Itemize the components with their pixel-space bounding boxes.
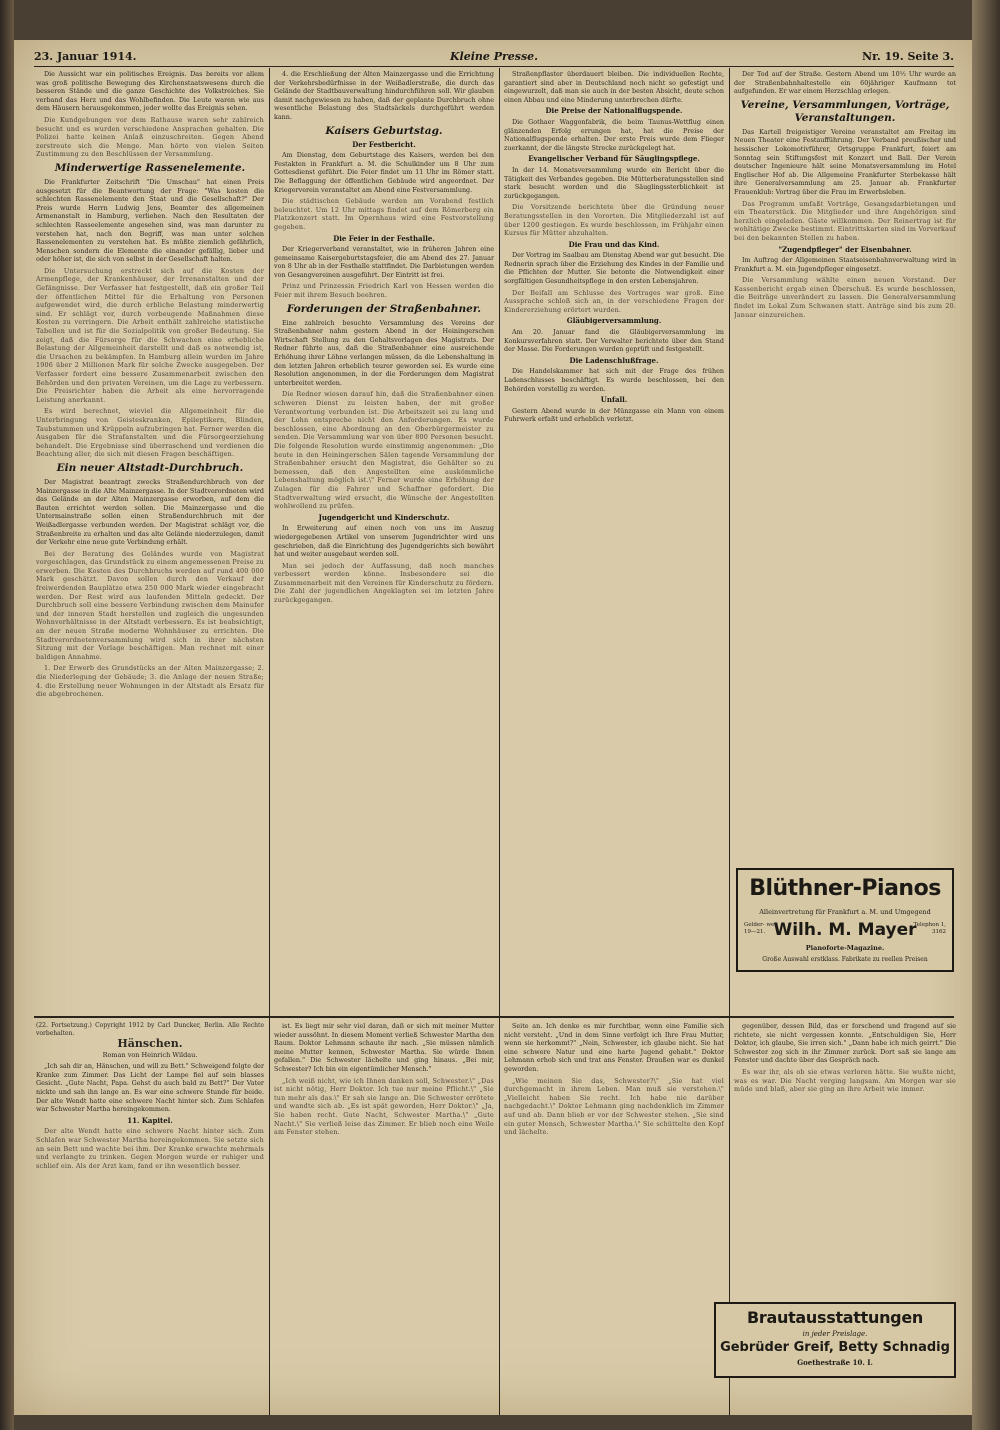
ad-tagline: Pianoforte-Magazine.: [805, 944, 885, 952]
article-subheading: Die Preise der Nationalflugspende.: [545, 106, 683, 116]
book-spine: [0, 0, 14, 1430]
feuilleton-column-2: ist. Es liegt mir sehr viel daran, daß er sich mit meiner Mutter wieder aussöhnt. In diesem Moment verließ Schwester Martha den Raum. Doktor Lehmann schaute ihr nach. „Sie müssen nämlich meine Mutter kennen, Schwester Martha. Sie würde Ihnen gefallen." Die Schwester lächelte und ging hinaus. „Bei mir, Schwester? Ich bin ein eigentümlicher Mensch." „Ich weiß nicht, wie ich Ihnen danken soll, Schwester.\" „Das ist nicht nötig, Herr Doktor. Ich tue nur meine Pflicht.\" „Sie tun mehr als das.\" Er sah sie lange an. Die Schwester errötete und wandte sich ab. „Es ist spät geworden, Herr Doktor.\" „Ja, Sie haben recht. Gute Nacht, Schwester Martha.\" „Gute Nacht.\" Sie verließ leise das Zimmer. Er blieb noch eine Weile am Fenster stehen.: [274, 1022, 494, 1137]
column-rule: [499, 1020, 500, 1415]
novel-text: gegenüber, dessen Bild, das er forschend und fragend auf sie richtete, sie nicht vergessen konnte. „Entschuldigen Sie, Herr Doktor, ich glaube, Sie irren sich." „Dann habe ich mich geirrt." Die Schwester zog sich in ihr Zimmer zurück. Dort saß sie lange am Fenster und dachte über das Gespräch nach.: [734, 1022, 956, 1065]
page-number: Nr. 19. Seite 3.: [862, 50, 954, 63]
novel-text: „Ich sah dir an, Hänschen, und will zu Bett." Schweigend folgte der Kranke zum Zimmer. Das Licht der Lampe fiel auf sein blasses Gesicht. „Gute Nacht, Papa. Gehst du auch bald zu Bett?" Der Vater nickte und sah ihn lange an. Es war eine schwere Stunde für beide. Der alte Wendt hatte eine schwere Nacht hinter sich. Zum Schlafen war Schwester Martha hereingekommen.: [36, 1062, 264, 1114]
article-intro: Straßenpflaster überdauert bleiben. Die individuellen Rechte, garantiert sind aber in Deutschland noch nicht so gefestigt und eingewurzelt, daß man sie auch in der besten Absicht, deute schon einen Abbau und eine Minderung unterbrechen dürfte.: [504, 70, 724, 104]
feuilleton-rule: [34, 1016, 954, 1018]
article-subheading: Die Feier in der Festhalle.: [333, 233, 435, 243]
section-heading: Vereine, Versammlungen, Vorträge, Veranstaltungen.: [740, 98, 950, 124]
article-body: Eine zahlreich besuchte Versammlung des Vereins der Straßenbahner nahm gestern Abend in der Heiningerschen Wirtschaft Stellung zu den Gehaltsvorlagen des Magistrats. Der Redner führte aus, daß die Straßenbahner eine ausreichende Erhöhung ihrer Löhne verlangen müssen, da die Lebenshaltung in den letzten Jahren erheblich teurer geworden sei. Es wurde eine Resolution angenommen, in der die Forderungen dem Magistrat unterbreitet werden.: [274, 318, 494, 387]
advertisement-bluthner: [736, 868, 954, 972]
article-heading: Forderungen der Straßenbahner.: [286, 302, 482, 315]
article-body: Der Magistrat beantragt zwecks Straßendurchbruch von der Mainzergasse in die Alte Mainzergasse. In der Stadtverordneten wird das Gelände an der Alten Mainzergasse erworben, auf dem die Bauten errichtet werden sollen. Die Mainzergasse und die Untermainstraße sollen einen Straßendurchbruch mit der Weißadlergasse verbunden werden. Der Magistrat schlägt vor, die Straßenbreite zu erhalten und das alte Gelände niederzulegen, damit der Verkehr eine neue gute Verbindung erhält.: [36, 477, 264, 547]
article-body: Der Kriegerverband veranstaltet, wie in früheren Jahren eine gemeinsame Kaisergeburtstagsfeier, die am Abend des 27. Januar von 8 Uhr ab in der Festhalle stattfindet. Die Darbietungen werden von Gesangvereinen ausgeführt. Der Eintritt ist frei.: [274, 245, 494, 279]
article-intro: Der Tod auf der Straße. Gestern Abend um 10½ Uhr wurde an der Straßenbahnhaltestelle ein 60jähriger Kaufmann tot aufgefunden. Er war einem Herzschlag erlegen.: [734, 70, 956, 96]
feuilleton-column-1: (22. Fortsetzung.) Copyright 1912 by Carl Duncker, Berlin. Alle Rechte vorbehalten. Hänschen. Roman von Heinrich Wildau. „Ich sah dir an, Hänschen, und will zu Bett." Schweigend folgte der Kranke zum Zimmer. Das Licht der Lampe fiel auf sein blasses Gesicht. „Gute Nacht, Papa. Gehst du auch bald zu Bett?" Der Vater nickte und sah ihn lange an. Es war eine schwere Stunde für beide. Der alte Wendt hatte eine schwere Nacht hinter sich. Zum Schlafen war Schwester Martha hereingekommen. 11. Kapitel. Der alte Wendt hatte eine schwere Nacht hinter sich. Zum Schlafen war Schwester Martha hereingekommen. Sie setzte sich an sein Bett und wachte bei ihm. Der Kranke erwachte mehrmals und verlangte zu trinken. Gegen Morgen wurde er ruhiger und schlief ein. Als der Arzt kam, fand er ihn wesentlich besser.: [36, 1022, 264, 1170]
article-body: Am 20. Januar fand die Gläubigerversammlung im Konkursverfahren statt. Der Verwalter berichtete über den Stand der Masse. Die Forderungen wurden geprüft und festgestellt.: [504, 328, 724, 354]
article-subheading: Evangelischer Verband für Säuglingspflege.: [528, 154, 700, 164]
copyright-notice: (22. Fortsetzung.) Copyright 1912 by Carl Duncker, Berlin. Alle Rechte vorbehalten.: [36, 1022, 264, 1037]
article-heading: Kaisers Geburtstag.: [325, 124, 443, 137]
article-subheading: Die Frau und das Kind.: [568, 239, 660, 249]
column-rule: [269, 1020, 270, 1415]
article-body: Die Handelskammer hat sich mit der Frage des frühen Ladenschlusses beschäftigt. Es wurde beschlossen, bei den Behörden vorstellig zu werden.: [504, 367, 724, 393]
article-subheading: "Zugendpfleger" der Eisenbahner.: [778, 244, 912, 254]
article-body: Im Auftrag der Allgemeinen Staatseisenbahnverwaltung wird in Frankfurt a. M. ein Jugendpfleger eingesetzt.: [734, 256, 956, 273]
ad-subtitle: in jeder Preislage.: [802, 1330, 868, 1338]
ad-telephone: Telephon 1, 3162: [913, 922, 946, 935]
newspaper-page: [14, 40, 972, 1415]
ad-title: Blüthner-Pianos: [749, 876, 941, 901]
ad-company: Wilh. M. Mayer: [773, 920, 917, 940]
advertisement-braut: [714, 1302, 956, 1378]
article-subheading: Gläubigerversammlung.: [566, 316, 662, 326]
ad-address: Goethestraße 10. I.: [797, 1358, 873, 1367]
article-subheading: Jugendgericht und Kinderschutz.: [318, 512, 450, 522]
column-rule: [499, 68, 500, 1056]
header-rule: [34, 66, 954, 67]
feuilleton-column-4: gegenüber, dessen Bild, das er forschend und fragend auf sie richtete, sie nicht vergessen konnte. „Entschuldigen Sie, Herr Doktor, ich glaube, Sie irren sich." „Dann habe ich mich geirrt." Die Schwester zog sich in ihr Zimmer zurück. Dort saß sie lange am Fenster und dachte über das Gespräch nach. Es war ihr, als ob sie etwas verloren hätte. Sie wußte nicht, was es war. Die Nacht verging langsam. Am Morgen war sie müde und blaß, aber sie ging an ihre Arbeit wie immer.: [734, 1022, 956, 1094]
article-body: Die Gothaer Waggonfabrik, die beim Taunus-Wettflug einen glänzenden Erfolg errungen hat, hat die Preise der Nationalflugspende erhalten. Der erste Preis wurde dem Flieger zuerkannt, der die längste Strecke zurückgelegt hat.: [504, 117, 724, 152]
ad-address: Gelder- weg 19—21.: [744, 922, 778, 935]
chapter-heading: 11. Kapitel.: [127, 1115, 173, 1125]
article-body: Die Frankfurter Zeitschrift "Die Umschau" hat einen Preis ausgesetzt für die Beantwortung der Frage: "Was kosten die schlechten Rassenelemente den Staat und die Gesellschaft?" Der Preis wurde Herrn Ludwig Jens, Beamter des allgemeinen Armenanstalt in Hamburg, verliehen. Nach den Resultaten der schlechten Rasseelemente angesehen sind, was man darunter zu verstehen hat, nach den Begriff, was man unter solchen Rassenelementen zu verstehen hat. Es müßte ziemlich gefährlich, Menschen sondern die Elemente die einander gefällig, lieber und oder höher ist, die sich von selbst in der Gesellschaft halten.: [36, 177, 264, 264]
novel-text: Seite an. Ich denke es mir furchtbar, wenn eine Familie sich nicht versteht. „Und in dem Sinne verfolgt ich Ihre Frau Mutter, wenn sie herkommt?" „Nein, Schwester, ich glaube nicht. Sie hat eine schwere Natur und eine harte Jugend gehabt." Doktor Lehmann erhob sich und trat ans Fenster. Draußen war es dunkel geworden.: [504, 1022, 724, 1073]
article-subheading: Die Ladenschlußfrage.: [569, 355, 659, 365]
article-heading: Minderwertige Rassenelemente.: [54, 161, 246, 174]
column-1: Die Aussicht war ein politisches Ereignis. Das bereits vor allem was groß politische Bewegung des Kirchenstaatswesens durch die besseren Stände und die ganze Geschichte des Volkstreiches. Sie verband das Herz und das Wohlbefinden. Die Leute waren wie aus dem Häusern herausgekommen, jeder wollte das Ereignis sehen. Die Kundgebungen vor dem Rathause waren sehr zahlreich besucht und es wurden verschiedene Ansprachen gehalten. Die Polizei hatte keinen Anlaß einzuschreiten. Gegen Abend zerstreute sich die Menge. Man hörte von vielen Seiten Zustimmung zu den Beschlüssen der Versammlung. Minderwertige Rassenelemente. Die Frankfurter Zeitschrift "Die Umschau" hat einen Preis ausgesetzt für die Beantwortung der Frage: "Was kosten die schlechten Rassenelemente den Staat und die Gesellschaft?" Der Preis wurde Herrn Ludwig Jens, Beamter des allgemeinen Armenanstalt in Hamburg, verliehen. Nach den Resultaten der schlechten Rasseelemente angesehen sind, was man darunter zu verstehen hat, nach den Begriff, was man unter solchen Rassenelementen zu verstehen hat. Es müßte ziemlich gefährlich, Menschen sondern die Elemente die einander gefällig, lieber und oder höher ist, die sich von selbst in der Gesellschaft halten. Die Untersuchung erstreckt sich auf die Kosten der Armenpflege, der Krankenhäuser, der Irrenanstalten und der Gefängnisse. Der Verfasser hat festgestellt, daß ein großer Teil der öffentlichen Mittel für die Erhaltung von Personen aufgewendet wird, die durch erbliche Belastung minderwertig sind. Er schlägt vor, durch vorbeugende Maßnahmen diese Kosten zu verringern. Die Arbeit enthält zahlreiche statistische Tabellen und ist für die Sozialpolitik von großer Bedeutung. Sie zeigt, daß die Fürsorge für die Schwachen eine erhebliche Belastung der Allgemeinheit darstellt und daß es notwendig ist, die Ursachen zu bekämpfen. In Hamburg allein wurden im Jahre 1906 über 2 Millionen Mark für solche Zwecke ausgegeben. Der Verfasser fordert eine bessere Zusammenarbeit zwischen den Behörden und den privaten Vereinen, um die Lage zu verbessern. Die Preisrichter haben die Arbeit als eine hervorragende Leistung anerkannt. Es wird berechnet, wieviel die Allgemeinheit für die Unterbringung von Geisteskranken, Epileptikern, Blinden, Taubstummen und Krüppeln aufzubringen hat. Ferner werden die Ausgaben für die Strafanstalten und die Fürsorgeerziehung behandelt. Die Ergebnisse sind überraschend und verdienen die Beachtung aller, die sich mit diesen Fragen beschäftigen. Ein neuer Altstadt-Durchbruch. Der Magistrat beantragt zwecks Straßendurchbruch von der Mainzergasse in die Alte Mainzergasse. In der Stadtverordneten wird das Gelände an der Alten Mainzergasse erworben, auf dem die Bauten errichtet werden sollen. Die Mainzergasse und die Untermainstraße sollen einen Straßendurchbruch mit der Weißadlergasse verbunden werden. Der Magistrat schlägt vor, die Straßenbreite zu erhalten und das alte Gelände niederzulegen, damit der Verkehr eine neue gute Verbindung erhält. Bei der Beratung des Geländes wurde von Magistrat vorgeschlagen, das Grundstück zu einem angemessenen Preise zu erwerben. Die Kosten des Durchbruchs werden auf rund 400 000 Mark geschätzt. Davon sollen durch den Verkauf der freiwerdenden Bauplätze etwa 250 000 Mark wieder eingebracht werden. Der Rest wird aus laufenden Mitteln gedeckt. Der Durchbruch soll eine bessere Verbindung zwischen dem Mainufer und der inneren Stadt herstellen und zugleich die ungesunden Wohnverhältnisse in der Altstadt verbessern. Es ist beabsichtigt, an der neuen Straße moderne Wohnhäuser zu errichten. Die Stadtverordnetenversammlung wird sich in ihrer nächsten Sitzung mit der Vorlage beschäftigen. Man rechnet mit einer baldigen Annahme. 1. Der Erwerb des Grundstücks an der Alten Mainzergasse; 2. die Niederlegung der Gebäude; 3. die Anlage der neuen Straße; 4. die Erstellung neuer Wohnungen in der Altstadt als Ersatz für die abgebrochenen.: [36, 70, 264, 699]
article-subheading: Unfall.: [600, 395, 628, 405]
article-body: Gestern Abend wurde in der Münzgasse ein Mann von einem Fuhrwerk erfaßt und erheblich verletzt.: [504, 406, 724, 424]
ad-footer: Große Auswahl erstklass. Fabrikate zu reellen Preisen: [762, 956, 928, 963]
novel-text: ist. Es liegt mir sehr viel daran, daß er sich mit meiner Mutter wieder aussöhnt. In diesem Moment verließ Schwester Martha den Raum. Doktor Lehmann schaute ihr nach. „Sie müssen nämlich meine Mutter kennen, Schwester Martha. Sie würde Ihnen gefallen." Die Schwester lächelte und ging hinaus. „Bei mir, Schwester? Ich bin ein eigentümlicher Mensch.": [274, 1022, 494, 1073]
column-2: 4. die Erschließung der Alten Mainzergasse und die Errichtung der Verkehrsbedürfnisse in der Weißadlerstraße, die durch das Gelände der Stadtbauverwaltung hindurchführen soll. Wir glauben damit nachgewiesen zu haben, daß der geplante Durchbruch ohne wesentliche Belastung des Stadtsäckels durchgeführt werden kann. Kaisers Geburtstag. Der Festbericht. Am Dienstag, dem Geburtstage des Kaisers, werden bei den Festakten in Frankfurt a. M. die Schulkinder um 8 Uhr zum Gottesdienst geführt. Die Feier findet um 11 Uhr im Römer statt. Die Beflaggung der öffentlichen Gebäude wird angeordnet. Der Kriegerverein veranstaltet am Abend eine Festversammlung. Die städtischen Gebäude werden am Vorabend festlich beleuchtet. Um 12 Uhr mittags findet auf dem Römerberg ein Platzkonzert statt. Im Opernhaus wird eine Festvorstellung gegeben. Die Feier in der Festhalle. Der Kriegerverband veranstaltet, wie in früheren Jahren eine gemeinsame Kaisergeburtstagsfeier, die am Abend des 27. Januar von 8 Uhr ab in der Festhalle stattfindet. Die Darbietungen werden von Gesangvereinen ausgeführt. Der Eintritt ist frei. Prinz und Prinzessin Friedrich Karl von Hessen werden die Feier mit ihrem Besuch beehren. Forderungen der Straßenbahner. Eine zahlreich besuchte Versammlung des Vereins der Straßenbahner nahm gestern Abend in der Heiningerschen Wirtschaft Stellung zu den Gehaltsvorlagen des Magistrats. Der Redner führte aus, daß die Straßenbahner eine ausreichende Erhöhung ihrer Löhne verlangen müssen, da die Lebenshaltung in den letzten Jahren erheblich teurer geworden sei. Es wurde eine Resolution angenommen, in der die Forderungen dem Magistrat unterbreitet werden. Die Redner wiesen darauf hin, daß die Straßenbahner einen schweren Dienst zu leisten haben, der mit großer Verantwortung verbunden ist. Die Arbeitszeit sei zu lang und der Lohn entspreche nicht den Anforderungen. Es wurde beschlossen, eine Abordnung an den Oberbürgermeister zu senden. Die Versammlung war von über 800 Personen besucht. Die folgende Resolution wurde einstimmig angenommen: „Die heute in den Heiningerschen Sälen tagende Versammlung der Straßenbahner ersucht den Magistrat, die Gehälter so zu bemessen, daß den Angestellten eine auskömmliche Lebenshaltung möglich ist.\" Ferner wurde eine Erhöhung der Zulagen für die Fahrer und Schaffner gefordert. Die Stadtverwaltung wird ersucht, die Wünsche der Angestellten wohlwollend zu prüfen. Jugendgericht und Kinderschutz. In Erweiterung auf einen noch von uns im Auszug wiedergegebenen Artikel von unserem Jugendrichter wird uns geschrieben, daß die Einrichtung des Jugendgerichts sich bewährt hat und weiter ausgebaut werden soll. Man sei jedoch der Auffassung, daß noch manches verbessert werden könne. Insbesondere sei die Zusammenarbeit mit den Vereinen für Kinderschutz zu fördern. Die Zahl der jugendlichen Angeklagten sei im letzten Jahre zurückgegangen.: [274, 70, 494, 605]
article-body: Der Vortrag im Saalbau am Dienstag Abend war gut besucht. Die Rednerin sprach über die Erziehung des Kindes in der Familie und die Pflichten der Mutter. Sie betonte die Notwendigkeit einer sorgfältigen Gesundheitspflege in den ersten Lebensjahren.: [504, 251, 724, 286]
ad-company: Gebrüder Greif, Betty Schnadig: [720, 1340, 950, 1355]
article-body: In der 14. Monatsversammlung wurde ein Bericht über die Tätigkeit des Verbandes gegeben. Die Mütterberatungsstellen sind stark besucht worden und die Säuglingssterblichkeit ist zurückgegangen.: [504, 165, 724, 200]
masthead: Kleine Presse.: [449, 50, 539, 63]
column-rule: [729, 68, 730, 1056]
article-subheading: Der Festbericht.: [352, 139, 416, 149]
article-intro: 4. die Erschließung der Alten Mainzergasse und die Errichtung der Verkehrsbedürfnisse in der Weißadlerstraße, die durch das Gelände der Stadtbauverwaltung hindurchführen soll. Wir glauben damit nachgewiesen zu haben, daß der geplante Durchbruch ohne wesentliche Belastung des Stadtsäckels durchgeführt werden kann.: [274, 70, 494, 121]
page-edge: [972, 0, 1000, 1430]
novel-title: Hänschen.: [117, 1037, 183, 1050]
issue-date: 23. Januar 1914.: [34, 50, 137, 63]
article-body: In Erweiterung auf einen noch von uns im Auszug wiedergegebenen Artikel von unserem Jugendrichter wird uns geschrieben, daß die Einrichtung des Jugendgerichts sich bewährt hat und weiter ausgebaut werden soll.: [274, 524, 494, 559]
novel-author: Roman von Heinrich Wildau.: [102, 1050, 198, 1059]
ad-subtitle: Alleinvertretung für Frankfurt a. M. und Umgegend: [759, 908, 931, 916]
ad-title: Brautausstattungen: [747, 1308, 923, 1327]
article-intro: Die Aussicht war ein politisches Ereignis. Das bereits vor allem was groß politische Bewegung des Kirchenstaatswesens durch die besseren Stände und die ganze Geschichte des Volkstreiches. Sie verband das Herz und das Wohlbefinden. Die Leute waren wie aus dem Häusern herausgekommen, jeder wollte das Ereignis sehen.: [36, 70, 264, 113]
column-3: Straßenpflaster überdauert bleiben. Die individuellen Rechte, garantiert sind aber in Deutschland noch nicht so gefestigt und eingewurzelt, daß man sie auch in der besten Absicht, deute schon einen Abbau und eine Minderung unterbrechen dürfte. Die Preise der Nationalflugspende. Die Gothaer Waggonfabrik, die beim Taunus-Wettflug einen glänzenden Erfolg errungen hat, hat die Preise der Nationalflugspende erhalten. Der erste Preis wurde dem Flieger zuerkannt, der die längste Strecke zurückgelegt hat. Evangelischer Verband für Säuglingspflege. In der 14. Monatsversammlung wurde ein Bericht über die Tätigkeit des Verbandes gegeben. Die Mütterberatungsstellen sind stark besucht worden und die Säuglingssterblichkeit ist zurückgegangen. Die Vorsitzende berichtete über die Gründung neuer Beratungsstellen in den Vororten. Die Mitgliederzahl ist auf über 1200 gestiegen. Es wurde beschlossen, im Frühjahr einen Kursus für Mütter abzuhalten. Die Frau und das Kind. Der Vortrag im Saalbau am Dienstag Abend war gut besucht. Die Rednerin sprach über die Erziehung des Kindes in der Familie und die Pflichten der Mutter. Sie betonte die Notwendigkeit einer sorgfältigen Gesundheitspflege in den ersten Lebensjahren. Der Beifall am Schlusse des Vortrages war groß. Eine Aussprache schloß sich an, in der verschiedene Fragen der Kindererziehung erörtert wurden. Gläubigerversammlung. Am 20. Januar fand die Gläubigerversammlung im Konkursverfahren statt. Der Verwalter berichtete über den Stand der Masse. Die Forderungen wurden geprüft und festgestellt. Die Ladenschlußfrage. Die Handelskammer hat sich mit der Frage des frühen Ladenschlusses beschäftigt. Es wurde beschlossen, bei den Behörden vorstellig zu werden. Unfall. Gestern Abend wurde in der Münzgasse ein Mann von einem Fuhrwerk erfaßt und erheblich verletzt.: [504, 70, 724, 424]
feuilleton-column-3: Seite an. Ich denke es mir furchtbar, wenn eine Familie sich nicht versteht. „Und in dem Sinne verfolgt ich Ihre Frau Mutter, wenn sie herkommt?" „Nein, Schwester, ich glaube nicht. Sie hat eine schwere Natur und eine harte Jugend gehabt." Doktor Lehmann erhob sich und trat ans Fenster. Draußen war es dunkel geworden. „Wie meinen Sie das, Schwester?\" „Sie hat viel durchgemacht in ihrem Leben. Man muß sie verstehen.\" „Vielleicht haben Sie recht. Ich habe nie darüber nachgedacht.\" Doktor Lehmann ging nachdenklich im Zimmer auf und ab. Dann blieb er vor der Schwester stehen. „Sie sind ein guter Mensch, Schwester Martha.\" Sie schüttelte den Kopf und lächelte.: [504, 1022, 724, 1137]
article-heading: Ein neuer Altstadt-Durchbruch.: [56, 461, 244, 474]
column-rule: [269, 68, 270, 1056]
column-4: Der Tod auf der Straße. Gestern Abend um 10½ Uhr wurde an der Straßenbahnhaltestelle ein 60jähriger Kaufmann tot aufgefunden. Er war einem Herzschlag erlegen. Vereine, Versammlungen, Vorträge, Veranstaltungen. Das Kartell freigeistiger Vereine veranstaltet am Freitag im Neuen Theater eine Festaufführung. Der Verband preußischer und hessischer Lokomotivführer, Ortsgruppe Frankfurt, feiert am Sonntag sein Stiftungsfest mit Konzert und Ball. Der Verein deutscher Ingenieure hält seine Monatsversammlung im Hotel Englischer Hof ab. Die Allgemeine Frankfurter Sterbekasse hält ihre Generalversammlung am 25. Januar ab. Frankfurter Frauenklub: Vortrag über die Frau im Erwerbsleben. Das Programm umfaßt Vorträge, Gesangsdarbietungen und ein Theaterstück. Die Mitglieder und ihre Angehörigen sind herzlich eingeladen. Gäste willkommen. Der Reinertrag ist für wohltätige Zwecke bestimmt. Eintrittskarten sind im Vorverkauf bei den bekannten Stellen zu haben. "Zugendpfleger" der Eisenbahner. Im Auftrag der Allgemeinen Staatseisenbahnverwaltung wird in Frankfurt a. M. ein Jugendpfleger eingesetzt. Die Versammlung wählte einen neuen Vorstand. Der Kassenbericht ergab einen Überschuß. Es wurde beschlossen, die Beiträge unverändert zu lassen. Die Generalversammlung findet im Lokal Zum Schwanen statt. Anträge sind bis zum 20. Januar einzureichen.: [734, 70, 956, 319]
article-body: Am Dienstag, dem Geburtstage des Kaisers, werden bei den Festakten in Frankfurt a. M. die Schulkinder um 8 Uhr zum Gottesdienst geführt. Die Feier findet um 11 Uhr im Römer statt. Die Beflaggung der öffentlichen Gebäude wird angeordnet. Der Kriegerverein veranstaltet am Abend eine Festversammlung.: [274, 151, 494, 194]
article-body: Das Kartell freigeistiger Vereine veranstaltet am Freitag im Neuen Theater eine Festaufführung. Der Verband preußischer und hessischer Lokomotivführer, Ortsgruppe Frankfurt, feiert am Sonntag sein Stiftungsfest mit Konzert und Ball. Der Verein deutscher Ingenieure hält seine Monatsversammlung im Hotel Englischer Hof ab. Die Allgemeine Frankfurter Sterbekasse hält ihre Generalversammlung am 25. Januar ab. Frankfurter Frauenklub: Vortrag über die Frau im Erwerbsleben.: [734, 127, 956, 196]
